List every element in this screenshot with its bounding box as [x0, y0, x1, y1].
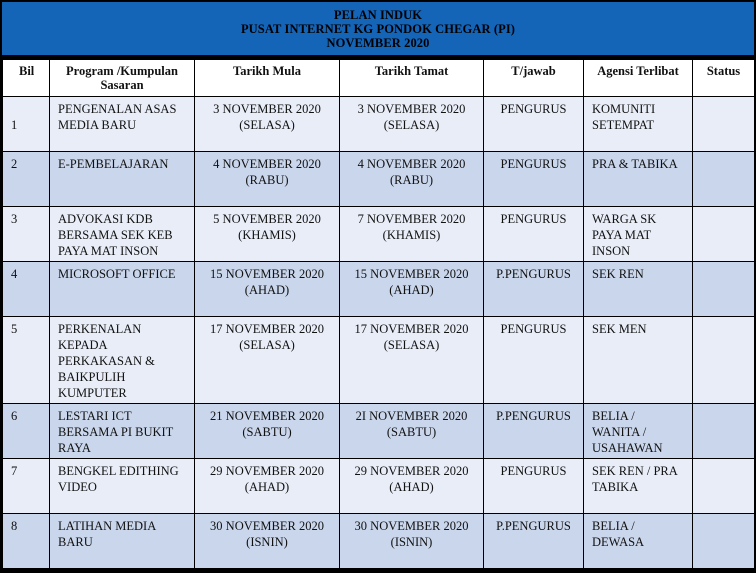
- agency-line: WANITA /: [592, 425, 647, 439]
- program-line: KUMPUTER: [58, 386, 127, 400]
- end-date-line: (AHAD): [389, 480, 434, 494]
- start-date-line: 3 NOVEMBER 2020: [213, 102, 321, 116]
- table-row: [3, 404, 755, 459]
- cell-agency: [584, 514, 693, 569]
- table-row: [3, 152, 755, 207]
- cell-person-in-charge: PENGURUS: [484, 317, 584, 404]
- cell-person-in-charge: P.PENGURUS: [484, 404, 584, 459]
- cell-status: [693, 97, 755, 152]
- cell-end-date: [340, 97, 484, 152]
- start-date-line: 5 NOVEMBER 2020: [213, 212, 321, 226]
- schedule-table: [2, 59, 755, 569]
- table-row: [3, 97, 755, 152]
- title-line-2: PUSAT INTERNET KG PONDOK CHEGAR (PI): [240, 22, 516, 36]
- start-date-line: (SELASA): [239, 118, 295, 132]
- cell-bil: 1: [3, 97, 50, 152]
- agency-line: SEK MEN: [592, 322, 647, 336]
- program-line: BAIKPULIH: [58, 370, 126, 384]
- cell-status: [693, 152, 755, 207]
- program-line: PAYA MAT INSON: [58, 244, 159, 258]
- program-line: PERKENALAN: [58, 322, 142, 336]
- cell-person-in-charge: PENGURUS: [484, 207, 584, 262]
- start-date-line: (RABU): [245, 173, 289, 187]
- cell-start-date: [195, 152, 340, 207]
- agency-line: SETEMPAT: [592, 118, 655, 132]
- agency-line: INSON: [592, 244, 631, 258]
- end-date-line: 3 NOVEMBER 2020: [357, 102, 466, 116]
- end-date-line: (KHAMIS): [382, 228, 441, 242]
- cell-bil: 3: [3, 207, 50, 262]
- agency-line: SEK REN: [592, 267, 644, 281]
- header-bil: Bil: [3, 60, 50, 97]
- cell-program: [50, 152, 195, 207]
- end-date-line: (RABU): [389, 173, 434, 187]
- agency-line: BELIA /: [592, 409, 635, 423]
- agency-line: USAHAWAN: [592, 441, 663, 455]
- program-line: KEPADA: [58, 338, 108, 352]
- start-date-line: 15 NOVEMBER 2020: [210, 267, 324, 281]
- cell-status: [693, 317, 755, 404]
- cell-end-date: [340, 207, 484, 262]
- cell-program: [50, 207, 195, 262]
- cell-start-date: [195, 514, 340, 569]
- end-date-line: 15 NOVEMBER 2020: [354, 267, 469, 281]
- program-line: BARU: [58, 535, 93, 549]
- cell-start-date: [195, 207, 340, 262]
- end-date-line: (ISNIN): [390, 535, 433, 549]
- end-date-line: (AHAD): [389, 283, 434, 297]
- cell-agency: [584, 152, 693, 207]
- cell-end-date: [340, 152, 484, 207]
- header-start-date: Tarikh Mula: [195, 60, 340, 97]
- agency-line: KOMUNITI: [592, 102, 656, 116]
- cell-status: [693, 459, 755, 514]
- agency-line: DEWASA: [592, 535, 645, 549]
- program-line: BENGKEL EDITHING: [58, 464, 179, 478]
- start-date-line: 17 NOVEMBER 2020: [210, 322, 324, 336]
- table-row: [3, 317, 755, 404]
- cell-status: [693, 207, 755, 262]
- header-program-line-2: Sasaran: [100, 78, 144, 92]
- header-status: Status: [693, 60, 755, 97]
- cell-program: [50, 514, 195, 569]
- program-line: MEDIA BARU: [58, 118, 137, 132]
- title-line-3: NOVEMBER 2020: [326, 36, 430, 50]
- cell-person-in-charge: P.PENGURUS: [484, 262, 584, 317]
- agency-line: WARGA SK: [592, 212, 657, 226]
- cell-person-in-charge: PENGURUS: [484, 152, 584, 207]
- cell-bil: 4: [3, 262, 50, 317]
- end-date-line: 2I NOVEMBER 2020: [355, 409, 468, 423]
- start-date-line: 30 NOVEMBER 2020: [210, 519, 324, 533]
- cell-bil: 6: [3, 404, 50, 459]
- cell-agency: [584, 404, 693, 459]
- end-date-line: (SABTU): [386, 425, 437, 439]
- program-line: BERSAMA PI BUKIT: [58, 425, 174, 439]
- program-line: PENGENALAN ASAS: [58, 102, 177, 116]
- cell-program: [50, 459, 195, 514]
- agency-line: SEK REN / PRA: [592, 464, 678, 478]
- program-line: E-PEMBELAJARAN: [58, 157, 169, 171]
- start-date-line: (ISNIN): [246, 535, 288, 549]
- start-date-line: (AHAD): [244, 283, 290, 297]
- start-date-line: (SABTU): [242, 425, 292, 439]
- header-person-in-charge: T/jawab: [484, 60, 584, 97]
- cell-person-in-charge: PENGURUS: [484, 459, 584, 514]
- cell-program: [50, 262, 195, 317]
- cell-end-date: [340, 459, 484, 514]
- end-date-line: 7 NOVEMBER 2020: [357, 212, 466, 226]
- title-line-1: PELAN INDUK: [333, 8, 423, 22]
- cell-end-date: [340, 317, 484, 404]
- header-row: [3, 60, 755, 97]
- agency-line: TABIKA: [592, 480, 639, 494]
- agency-line: PRA & TABIKA: [592, 157, 678, 171]
- agency-line: BELIA /: [592, 519, 635, 533]
- cell-start-date: [195, 262, 340, 317]
- program-line: LESTARI ICT: [58, 409, 132, 423]
- start-date-line: 4 NOVEMBER 2020: [213, 157, 321, 171]
- cell-status: [693, 404, 755, 459]
- cell-bil: 5: [3, 317, 50, 404]
- table-row: [3, 514, 755, 569]
- cell-agency: [584, 97, 693, 152]
- cell-program: [50, 97, 195, 152]
- cell-end-date: [340, 514, 484, 569]
- end-date-line: 30 NOVEMBER 2020: [354, 519, 469, 533]
- cell-agency: [584, 317, 693, 404]
- cell-status: [693, 262, 755, 317]
- header-end-date: Tarikh Tamat: [340, 60, 484, 97]
- end-date-line: 29 NOVEMBER 2020: [354, 464, 469, 478]
- cell-program: [50, 317, 195, 404]
- start-date-line: 29 NOVEMBER 2020: [210, 464, 324, 478]
- cell-start-date: [195, 459, 340, 514]
- cell-agency: [584, 262, 693, 317]
- table-row: [3, 459, 755, 514]
- end-date-line: 4 NOVEMBER 2020: [357, 157, 466, 171]
- document-title: [2, 2, 754, 57]
- cell-bil: 2: [3, 152, 50, 207]
- cell-bil: 8: [3, 514, 50, 569]
- cell-program: [50, 404, 195, 459]
- program-line: RAYA: [58, 441, 91, 455]
- table-row: [3, 262, 755, 317]
- table-row: [3, 207, 755, 262]
- start-date-line: (SELASA): [239, 338, 295, 352]
- cell-person-in-charge: PENGURUS: [484, 97, 584, 152]
- header-program-line-1: Program /Kumpulan: [66, 64, 178, 78]
- end-date-line: (SELASA): [383, 118, 440, 132]
- cell-end-date: [340, 262, 484, 317]
- agency-line: PAYA MAT: [592, 228, 652, 242]
- program-line: BERSAMA SEK KEB: [58, 228, 173, 242]
- program-line: LATIHAN MEDIA: [58, 519, 157, 533]
- cell-person-in-charge: P.PENGURUS: [484, 514, 584, 569]
- cell-agency: [584, 207, 693, 262]
- program-line: PERKAKASAN &: [58, 354, 155, 368]
- cell-start-date: [195, 97, 340, 152]
- program-line: MICROSOFT OFFICE: [58, 267, 176, 281]
- cell-start-date: [195, 404, 340, 459]
- header-agency: Agensi Terlibat: [584, 60, 693, 97]
- table-body: [3, 97, 755, 569]
- end-date-line: 17 NOVEMBER 2020: [354, 322, 469, 336]
- cell-bil: 7: [3, 459, 50, 514]
- header-program: [50, 60, 195, 97]
- start-date-line: (AHAD): [244, 480, 290, 494]
- start-date-line: 21 NOVEMBER 2020: [210, 409, 324, 423]
- cell-start-date: [195, 317, 340, 404]
- cell-end-date: [340, 404, 484, 459]
- cell-status: [693, 514, 755, 569]
- start-date-line: (KHAMIS): [238, 228, 296, 242]
- cell-agency: [584, 459, 693, 514]
- program-line: VIDEO: [58, 480, 97, 494]
- program-line: ADVOKASI KDB: [58, 212, 153, 226]
- end-date-line: (SELASA): [383, 338, 440, 352]
